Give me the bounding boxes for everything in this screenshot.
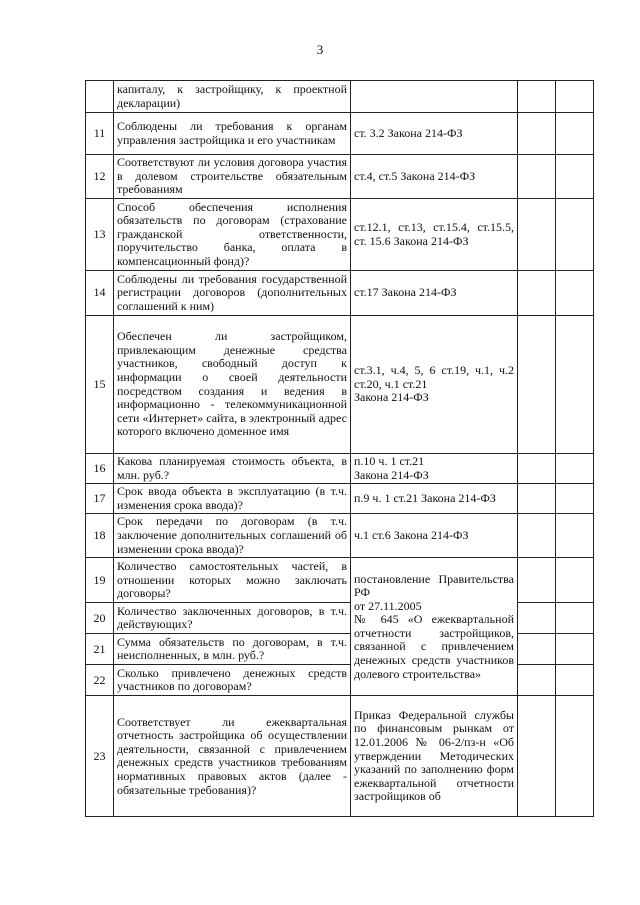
row-number: 18 [86,514,114,558]
question-cell: Сколько привлечено денежных средств участников по договорам? [114,665,351,696]
answer-no-cell [556,696,594,817]
row-number: 17 [86,484,114,514]
row-number: 23 [86,696,114,817]
table-row [86,199,594,271]
answer-no-cell [556,316,594,454]
question-cell: Способ обеспечения исполнения обязательств по договорам (страхование гражданской ответственности, поручительство банка, оплата в компенсационный фонд)? [114,199,351,271]
answer-yes-cell [518,113,556,155]
table-row [86,696,594,817]
answer-no-cell [556,634,594,665]
row-number: 20 [86,603,114,634]
reference-cell: п.9 ч. 1 ст.21 Закона 214-ФЗ [351,484,518,514]
question-cell: Соблюдены ли требования к органам управления застройщика и его участникам [114,113,351,155]
answer-yes-cell [518,199,556,271]
table-row [86,454,594,484]
answer-yes-cell [518,514,556,558]
checklist-table [85,80,594,817]
question-cell: Срок передачи по договорам (в т.ч. заключение дополнительных соглашений об изменении срока ввода)? [114,514,351,558]
reference-cell: ст.12.1, ст.13, ст.15.4, ст.15.5, ст. 15.6 Закона 214-ФЗ [351,199,518,271]
table-row [86,558,594,603]
reference-cell: ст.4, ст.5 Закона 214-ФЗ [351,155,518,199]
page-number: 3 [316,42,324,57]
answer-no-cell [556,155,594,199]
question-cell: Сумма обязательств по договорам, в т.ч. неисполненных, в млн. руб.? [114,634,351,665]
table-row [86,271,594,316]
question-cell: Срок ввода объекта в эксплуатацию (в т.ч. изменения срока ввода)? [114,484,351,514]
answer-no-cell [556,199,594,271]
table-row [86,514,594,558]
answer-yes-cell [518,665,556,696]
answer-no-cell [556,484,594,514]
row-number: 12 [86,155,114,199]
question-cell: Обеспечен ли застройщиком, привлекающим денежные средства участников, свободный доступ к информации о своей деятельности посредством создания и ведения в информационно - телекоммуникационной сети «Интернет» сайта, в электронный адрес которого включено доменное имя [114,316,351,454]
row-number: 14 [86,271,114,316]
row-number: 22 [86,665,114,696]
answer-yes-cell [518,271,556,316]
answer-yes-cell [518,155,556,199]
reference-cell [351,81,518,113]
answer-no-cell [556,603,594,634]
reference-cell: п.10 ч. 1 ст.21 Закона 214-ФЗ [351,454,518,484]
row-number: 11 [86,113,114,155]
table-row [86,603,594,634]
answer-no-cell [556,558,594,603]
row-number: 21 [86,634,114,665]
question-cell: Какова планируемая стоимость объекта, в млн. руб.? [114,454,351,484]
answer-no-cell [556,81,594,113]
question-cell: Соответствует ли ежеквартальная отчетность застройщика об осуществлении деятельности, связанной с привлечением денежных средств участников требованиям нормативных правовых актов (далее - обязательные требования)? [114,696,351,817]
table-row [86,665,594,696]
answer-no-cell [556,271,594,316]
question-cell: Соблюдены ли требования государственной регистрации договоров (дополнительных соглашений к ним) [114,271,351,316]
table-row [86,484,594,514]
table-row [86,316,594,454]
reference-cell: ст. 3.2 Закона 214-ФЗ [351,113,518,155]
answer-no-cell [556,514,594,558]
question-cell: Количество заключенных договоров, в т.ч. действующих? [114,603,351,634]
row-number: 13 [86,199,114,271]
question-cell: Соответствуют ли условия договора участия в долевом строительстве обязательным требованиям [114,155,351,199]
table-row [86,113,594,155]
answer-yes-cell [518,316,556,454]
row-number: 15 [86,316,114,454]
answer-yes-cell [518,81,556,113]
reference-cell-merged: постановление Правительства РФ от 27.11.2005 № 645 «О ежеквартальной отчетности застройщиков, связанной с привлечением денежных средств участников долевого строительства» [351,558,518,696]
table-row [86,155,594,199]
answer-no-cell [556,665,594,696]
reference-cell: ч.1 ст.6 Закона 214-ФЗ [351,514,518,558]
table-row [86,634,594,665]
answer-yes-cell [518,603,556,634]
reference-cell: Приказ Федеральной службы по финансовым рынкам от 12.01.2006 № 06-2/пз-н «Об утверждении Методических указаний по заполнению форм ежеквартальной отчетности застройщиков об [351,696,518,817]
answer-yes-cell [518,558,556,603]
answer-yes-cell [518,634,556,665]
row-number: 16 [86,454,114,484]
row-number [86,81,114,113]
question-cell: Количество самостоятельных частей, в отношении которых можно заключать договоры? [114,558,351,603]
answer-yes-cell [518,454,556,484]
reference-cell: ст.17 Закона 214-ФЗ [351,271,518,316]
answer-no-cell [556,113,594,155]
answer-no-cell [556,454,594,484]
question-cell: капиталу, к застройщику, к проектной декларации) [114,81,351,113]
answer-yes-cell [518,484,556,514]
table-row [86,81,594,113]
row-number: 19 [86,558,114,603]
reference-cell: ст.3.1, ч.4, 5, 6 ст.19, ч.1, ч.2 ст.20, ч.1 ст.21 Закона 214-ФЗ [351,316,518,454]
answer-yes-cell [518,696,556,817]
